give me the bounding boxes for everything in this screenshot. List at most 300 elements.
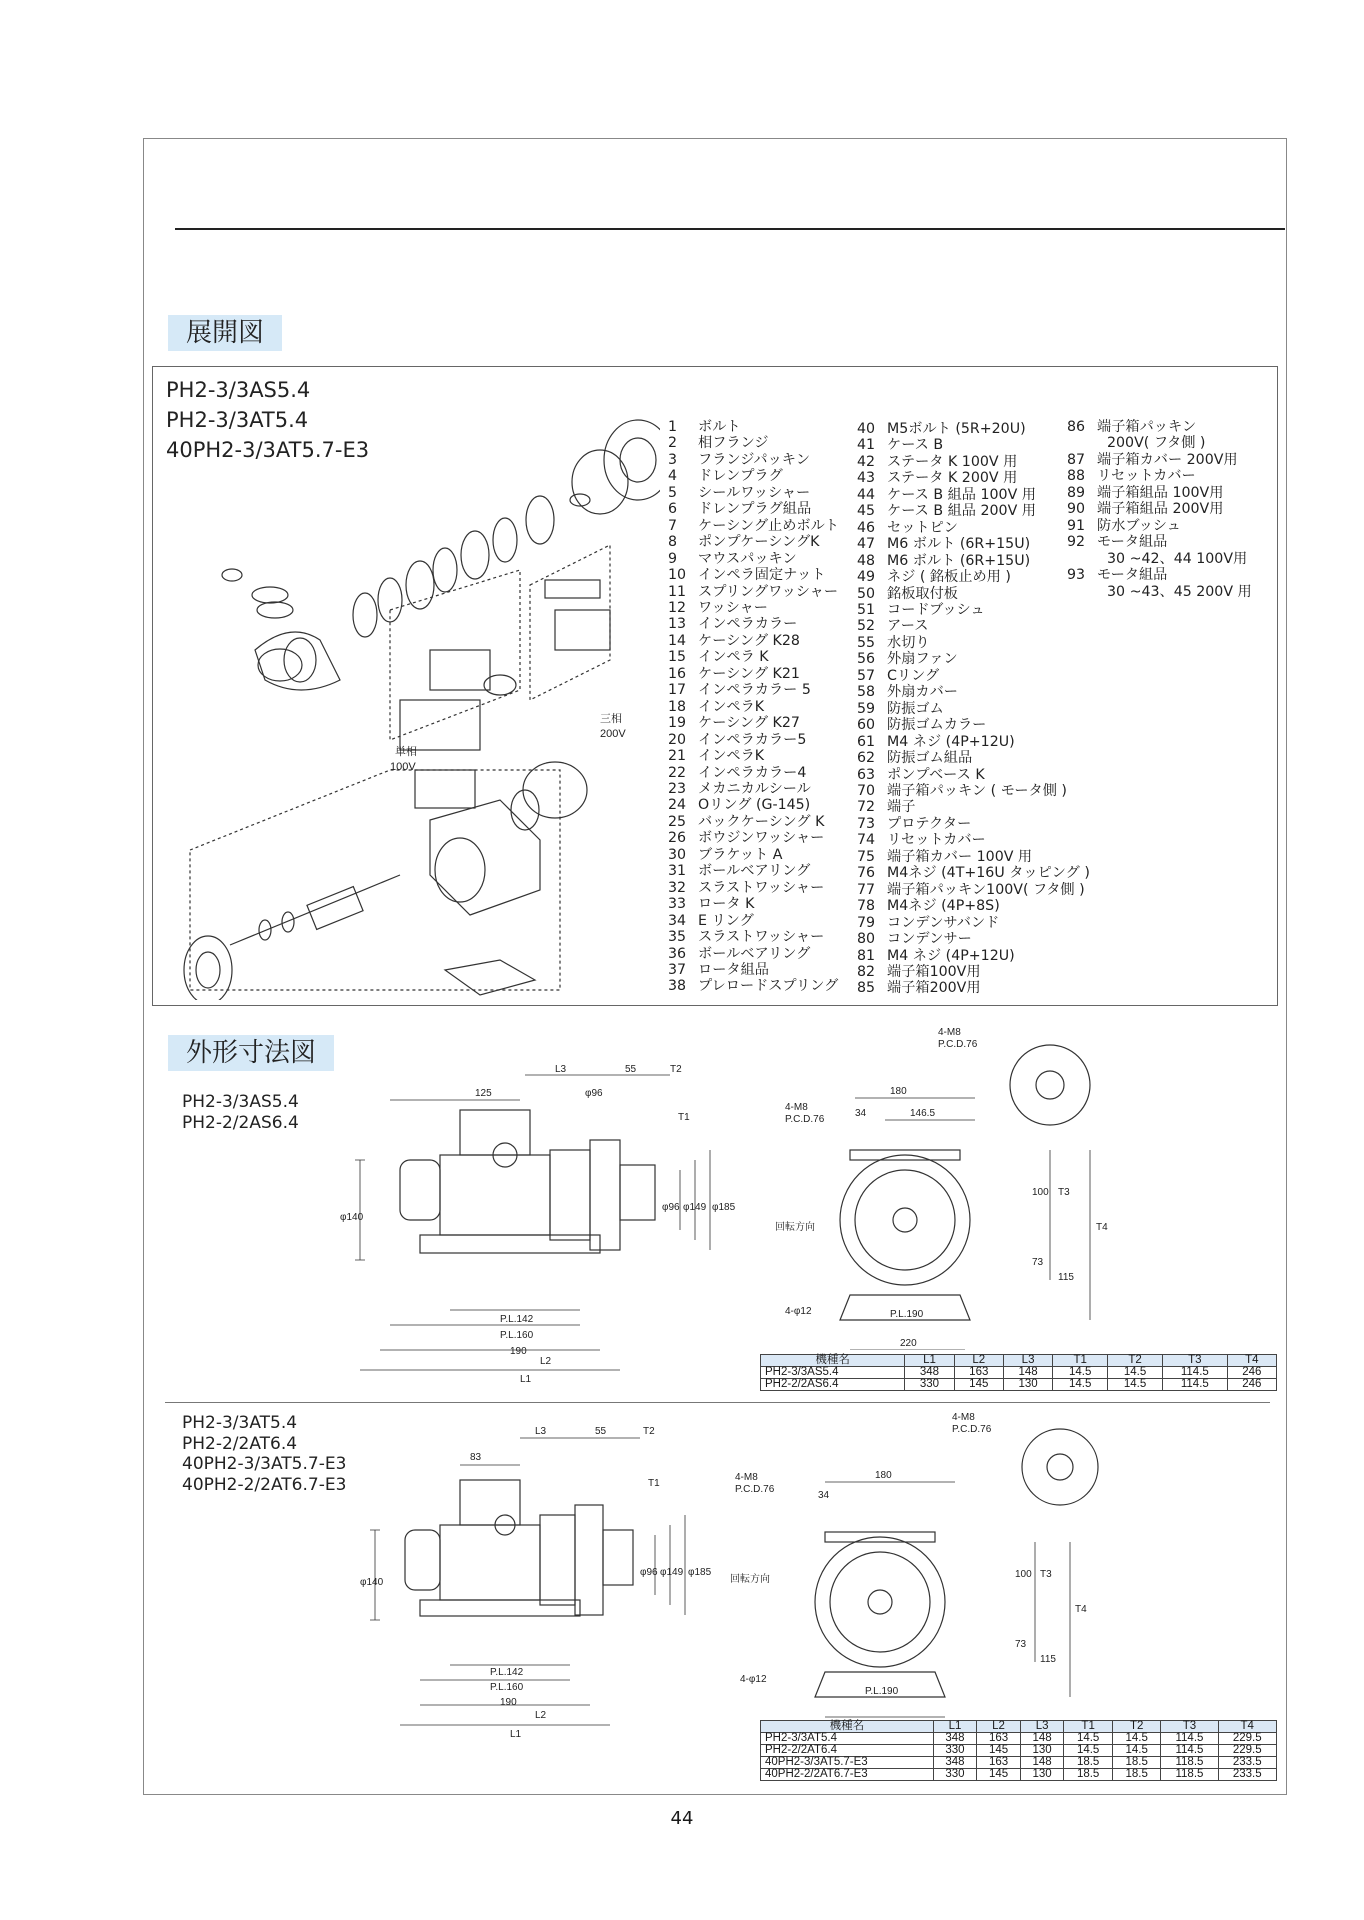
part-name: Oリング (G-145)	[698, 797, 811, 814]
dim-115: 115	[1040, 1654, 1056, 1665]
table-header-cell: T3	[1161, 1721, 1218, 1733]
parts-list-item	[857, 948, 1090, 964]
dim-t4: T4	[1075, 1604, 1087, 1615]
parts-list-item	[668, 715, 839, 731]
part-name: ケーシング K28	[698, 632, 800, 649]
parts-list-item	[857, 783, 1090, 799]
part-name: インペラカラー5	[698, 731, 807, 748]
table-cell: 246	[1227, 1367, 1276, 1379]
part-number: 47	[857, 536, 876, 553]
part-name: インペラK	[698, 748, 765, 765]
parts-list-item	[668, 666, 839, 682]
table-cell: 114.5	[1163, 1379, 1228, 1391]
part-number: 44	[857, 486, 876, 503]
dim-t1: T1	[678, 1112, 690, 1123]
part-name: コードブッシュ	[887, 601, 985, 618]
part-number: 40	[857, 421, 876, 437]
part-number: 17	[668, 682, 687, 699]
table-cell: PH2-3/3AT5.4	[761, 1733, 934, 1745]
parts-list-item	[857, 635, 1090, 651]
parts-list-item	[668, 600, 839, 616]
part-name: M5ボルト (5R+20U)	[887, 421, 1026, 437]
parts-list-item	[668, 830, 839, 846]
parts-list-item	[857, 980, 1090, 996]
parts-list-item	[668, 633, 839, 649]
part-name: ポンプベース K	[887, 766, 985, 783]
part-name: 端子箱カバー 100V 用	[887, 848, 1033, 865]
part-name: リセットカバー	[1097, 468, 1196, 485]
part-name: M4ネジ (4T+16U タッピング )	[887, 865, 1090, 882]
part-number: 51	[857, 601, 876, 618]
parts-list-item	[857, 470, 1090, 486]
part-name: 外扇ファン	[887, 651, 958, 668]
parts-list-item	[857, 602, 1090, 618]
parts-list-item	[668, 485, 839, 501]
table-cell: 14.5	[1112, 1733, 1161, 1745]
part-name: マウスパッキン	[698, 550, 797, 567]
part-number: 79	[857, 914, 876, 931]
part-number: 72	[857, 799, 876, 816]
part-name: 水切り	[887, 634, 930, 651]
part-name: ケース B	[887, 437, 944, 454]
header-rule	[175, 228, 1285, 230]
part-name: 端子箱100V用	[887, 963, 981, 980]
part-name: 相フランジ	[698, 435, 769, 452]
part-name: E リング	[698, 912, 754, 929]
dim-100: 100	[1032, 1187, 1049, 1198]
outline-model: PH2-3/3AS5.4	[182, 1092, 299, 1112]
dim-l1: L1	[520, 1374, 532, 1385]
spec-table-1	[760, 1354, 1277, 1391]
part-number: 10	[668, 567, 687, 584]
part-number: 19	[668, 715, 687, 732]
parts-list-item	[668, 435, 839, 451]
dim-m8b: 4-M8	[785, 1102, 808, 1113]
table-cell: 130	[1020, 1745, 1064, 1757]
table-cell: 348	[933, 1757, 977, 1769]
part-number: 2	[668, 435, 678, 452]
table-cell: 130	[1003, 1379, 1052, 1391]
part-name: ボールベアリング	[698, 863, 811, 880]
single-phase-label: 単相	[395, 746, 417, 758]
table-cell: 148	[1020, 1733, 1064, 1745]
part-name: 端子	[887, 799, 916, 816]
parts-list-item	[1067, 567, 1252, 583]
parts-list-item	[668, 584, 839, 600]
outline-dimensions-title: 外形寸法図	[168, 1035, 334, 1071]
table-cell: 14.5	[1108, 1379, 1163, 1391]
outline-side-view-2	[360, 1420, 730, 1740]
table-header-cell: T2	[1108, 1355, 1163, 1367]
part-name: ケース B 組品 100V 用	[887, 486, 1036, 503]
table-cell: 330	[905, 1379, 954, 1391]
part-name: スラストワッシャー	[698, 879, 825, 896]
part-name: フランジパッキン	[698, 451, 811, 468]
part-number: 20	[668, 731, 687, 748]
parts-list-item	[668, 847, 839, 863]
parts-list-item	[857, 437, 1090, 453]
outline-model: PH2-2/2AS6.4	[182, 1112, 299, 1133]
parts-list-item	[668, 567, 839, 583]
part-name: 端子箱パッキン	[1097, 419, 1197, 435]
dim-phi149: φ149	[660, 1567, 684, 1578]
part-number: 82	[857, 963, 876, 980]
part-number: 15	[668, 649, 687, 666]
part-number: 9	[668, 550, 678, 567]
part-number: 18	[668, 698, 687, 715]
parts-list-item	[668, 946, 839, 962]
parts-list-item	[668, 649, 839, 665]
dim-pl142: P.L.142	[500, 1314, 534, 1325]
exploded-model: 40PH2-3/3AT5.7-E3	[166, 438, 370, 462]
part-number: 85	[857, 980, 876, 997]
parts-list-item	[857, 701, 1090, 717]
table-cell: 114.5	[1161, 1733, 1218, 1745]
part-number: 59	[857, 700, 876, 717]
part-number: 63	[857, 766, 876, 783]
part-name: 防振ゴム組品	[887, 750, 973, 767]
parts-list-item	[668, 501, 839, 517]
part-number: 11	[668, 583, 687, 600]
table-cell: 40PH2-3/3AT5.7-E3	[761, 1757, 934, 1769]
part-name: ドレンプラグ	[698, 468, 783, 485]
dim-l3: L3	[535, 1426, 547, 1437]
exploded-model: PH2-3/3AT5.4	[166, 408, 309, 432]
exploded-model: PH2-3/3AS5.4	[166, 378, 311, 402]
table-row	[761, 1769, 1277, 1781]
part-number: 45	[857, 503, 876, 520]
table-cell: 18.5	[1112, 1757, 1161, 1769]
part-number: 76	[857, 865, 876, 882]
single-phase-voltage: 100V	[390, 761, 416, 773]
dim-115: 115	[1058, 1272, 1074, 1283]
spec-table-2	[760, 1720, 1277, 1781]
part-number: 12	[668, 599, 687, 616]
part-name: アース	[887, 618, 929, 635]
part-name: M4 ネジ (4P+12U)	[887, 733, 1015, 750]
dim-t2: T2	[643, 1426, 655, 1437]
part-name: インペラK	[698, 698, 765, 715]
parts-list-col1	[668, 419, 839, 995]
part-name: ポンプケーシングK	[698, 534, 820, 551]
parts-list-item	[857, 569, 1090, 585]
dim-190: 190	[500, 1697, 517, 1708]
part-name: 防水ブッシュ	[1097, 517, 1181, 534]
dim-pcd: P.C.D.76	[952, 1424, 992, 1435]
parts-list-item	[668, 797, 839, 813]
dim-phi185: φ185	[688, 1567, 712, 1578]
parts-list-item	[1067, 501, 1252, 517]
part-number: 61	[857, 733, 876, 750]
dim-73: 73	[1015, 1639, 1027, 1650]
dim-t2: T2	[670, 1064, 682, 1075]
part-number: 70	[857, 782, 876, 799]
parts-list-item	[857, 882, 1090, 898]
table-header-cell: L3	[1020, 1721, 1064, 1733]
exploded-view-title: 展開図	[168, 315, 282, 351]
table-cell: 145	[954, 1379, 1003, 1391]
dim-l3: L3	[555, 1064, 567, 1075]
table-cell: PH2-2/2AS6.4	[761, 1379, 905, 1391]
part-number: 77	[857, 881, 876, 898]
table-header-cell: T3	[1163, 1355, 1228, 1367]
parts-list-item	[857, 618, 1090, 634]
part-number: 21	[668, 748, 687, 765]
part-number: 43	[857, 470, 876, 487]
part-name: Cリング	[887, 667, 940, 684]
table-cell: PH2-2/2AT6.4	[761, 1745, 934, 1757]
parts-list-item	[1067, 518, 1252, 534]
part-number: 13	[668, 616, 687, 633]
part-name: ロータ K	[698, 896, 755, 913]
table-cell: 148	[1003, 1367, 1052, 1379]
parts-list-item	[857, 651, 1090, 667]
part-number: 4	[668, 468, 678, 485]
rotation-direction-label: 回転方向	[775, 1222, 815, 1233]
table-header-cell: 機種名	[761, 1721, 934, 1733]
part-name: プロテクター	[887, 815, 972, 832]
table-cell: 145	[977, 1745, 1021, 1757]
table-cell: 348	[933, 1733, 977, 1745]
table-cell: 246	[1227, 1379, 1276, 1391]
part-name: ドレンプラグ組品	[698, 501, 812, 518]
part-name: 銘板取付板	[887, 585, 958, 602]
parts-list-item	[668, 962, 839, 978]
part-number: 87	[1067, 451, 1086, 468]
part-number: 31	[668, 863, 687, 880]
parts-list-item	[857, 668, 1090, 684]
table-row	[761, 1733, 1277, 1745]
parts-list-item	[857, 717, 1090, 733]
part-number: 81	[857, 947, 876, 964]
part-number: 60	[857, 717, 876, 734]
part-name: メカニカルシール	[698, 780, 811, 797]
outline-divider	[165, 1402, 1270, 1403]
part-number: 55	[857, 634, 876, 651]
table-header-cell: T1	[1053, 1355, 1108, 1367]
dim-phi96: φ96	[585, 1088, 603, 1099]
parts-list-item	[668, 468, 839, 484]
part-number: 73	[857, 815, 876, 832]
dim-l1: L1	[510, 1729, 522, 1740]
outline-side-view-1	[340, 1060, 760, 1390]
part-number: 86	[1067, 419, 1086, 435]
dim-55: 55	[595, 1426, 607, 1437]
parts-list-item	[668, 732, 839, 748]
table-header-cell: T2	[1112, 1721, 1161, 1733]
part-number: 38	[668, 978, 687, 995]
parts-list-item	[857, 586, 1090, 602]
three-phase-label: 三相	[600, 713, 622, 725]
table-cell: 163	[954, 1367, 1003, 1379]
parts-list-item	[857, 931, 1090, 947]
part-number: 90	[1067, 501, 1086, 518]
parts-list-item	[857, 734, 1090, 750]
dim-180: 180	[890, 1086, 907, 1097]
part-name: バックケーシング K	[698, 813, 825, 830]
dim-l2: L2	[535, 1710, 547, 1721]
table-cell: 14.5	[1053, 1379, 1108, 1391]
dim-pl160: P.L.160	[490, 1682, 524, 1693]
table-cell: 18.5	[1112, 1769, 1161, 1781]
part-number: 33	[668, 896, 687, 913]
parts-list-item	[1067, 534, 1252, 550]
outline-group1-models	[182, 1092, 299, 1133]
dim-t4: T4	[1096, 1222, 1108, 1233]
part-name: M4 ネジ (4P+12U)	[887, 947, 1015, 964]
table-cell: 40PH2-2/2AT6.7-E3	[761, 1769, 934, 1781]
table-cell: 14.5	[1064, 1745, 1113, 1757]
part-number: 8	[668, 534, 678, 551]
parts-list-item	[857, 421, 1090, 437]
part-name: シールワッシャー	[698, 484, 811, 501]
dim-t1: T1	[648, 1478, 660, 1489]
table-cell: 348	[905, 1367, 954, 1379]
part-name: リセットカバー	[887, 832, 986, 849]
parts-list-item	[668, 978, 839, 994]
outline-model: 40PH2-3/3AT5.7-E3	[182, 1454, 347, 1474]
part-number: 57	[857, 667, 876, 684]
parts-list-item	[1067, 419, 1252, 435]
parts-list-item	[668, 616, 839, 632]
part-number: 42	[857, 453, 876, 470]
parts-list-item	[1067, 485, 1252, 501]
part-number: 22	[668, 764, 687, 781]
part-number: 30	[668, 846, 687, 863]
table-cell: 118.5	[1161, 1757, 1218, 1769]
parts-list-item	[857, 536, 1090, 552]
dim-m8b: 4-M8	[735, 1472, 758, 1483]
part-name: M4ネジ (4P+8S)	[887, 898, 1000, 915]
dim-pl142: P.L.142	[490, 1667, 524, 1678]
dim-pl160: P.L.160	[500, 1330, 534, 1341]
parts-list-item	[668, 452, 839, 468]
table-cell: 330	[933, 1745, 977, 1757]
parts-list-item	[857, 799, 1090, 815]
part-number: 58	[857, 684, 876, 701]
part-number: 1	[668, 419, 678, 435]
dim-phi149: φ149	[683, 1202, 707, 1213]
dim-phi96b: φ96	[662, 1202, 680, 1213]
table-cell: 114.5	[1163, 1367, 1228, 1379]
parts-list-item	[857, 520, 1090, 536]
outline-group2-models	[182, 1413, 346, 1495]
part-number: 80	[857, 931, 876, 948]
part-name: インペラカラー4	[698, 764, 807, 781]
part-number: 52	[857, 618, 876, 635]
parts-list-item	[1067, 468, 1252, 484]
part-number: 5	[668, 484, 678, 501]
part-name: 端子箱組品 200V用	[1097, 501, 1224, 518]
part-name: ステータ K 200V 用	[887, 470, 1018, 487]
parts-list-item	[668, 534, 839, 550]
table-cell: 229.5	[1218, 1733, 1277, 1745]
parts-list-item	[668, 419, 839, 435]
parts-list-col3	[1067, 419, 1252, 600]
part-number: 46	[857, 519, 876, 536]
part-name: ボウジンワッシャー	[698, 830, 825, 847]
part-name: インペラ固定ナット	[698, 567, 826, 584]
part-name: コンデンサー	[887, 931, 972, 948]
part-number: 89	[1067, 484, 1086, 501]
table-row	[761, 1367, 1277, 1379]
part-name: インペラカラー 5	[698, 682, 811, 699]
dim-73: 73	[1032, 1257, 1044, 1268]
dim-pcdb: P.C.D.76	[785, 1114, 825, 1125]
part-name: 端子箱パッキン ( モータ側 )	[887, 782, 1067, 799]
part-number: 16	[668, 665, 687, 682]
dim-phi96: φ96	[640, 1567, 658, 1578]
parts-list-item	[668, 682, 839, 698]
exploded-drawing	[160, 370, 660, 1000]
part-number: 25	[668, 813, 687, 830]
dim-l2: L2	[540, 1356, 552, 1367]
part-number: 88	[1067, 468, 1086, 485]
part-name: 外扇カバー	[887, 684, 958, 701]
part-name: コンデンサバンド	[887, 914, 1000, 931]
part-name: ステータ K 100V 用	[887, 453, 1018, 470]
outline-front-view-1	[770, 1020, 1280, 1350]
parts-list-item	[668, 748, 839, 764]
parts-list-item	[857, 454, 1090, 470]
table-cell: 18.5	[1064, 1757, 1113, 1769]
dim-pcd: P.C.D.76	[938, 1039, 978, 1050]
part-number: 23	[668, 780, 687, 797]
parts-list-item	[857, 816, 1090, 832]
part-number: 14	[668, 632, 687, 649]
part-number: 7	[668, 517, 678, 534]
table-header-cell: L2	[954, 1355, 1003, 1367]
table-row	[761, 1757, 1277, 1769]
table-cell: 233.5	[1218, 1769, 1277, 1781]
parts-list-item	[857, 750, 1090, 766]
table-header-cell: T1	[1064, 1721, 1113, 1733]
parts-list-item	[668, 551, 839, 567]
part-number: 92	[1067, 534, 1086, 551]
dim-phi185: φ185	[712, 1202, 736, 1213]
outline-front-view-2	[730, 1412, 1280, 1732]
parts-list-item	[857, 503, 1090, 519]
part-number: 62	[857, 750, 876, 767]
page-number: 44	[670, 1808, 694, 1829]
part-number: 93	[1067, 567, 1086, 584]
part-name: プレロードスプリング	[698, 978, 839, 995]
dim-125: 125	[475, 1088, 492, 1099]
dim-146-5: 146.5	[910, 1108, 936, 1119]
dim-phi140: φ140	[360, 1577, 384, 1588]
table-header-cell: L2	[977, 1721, 1021, 1733]
part-name: スプリングワッシャー	[698, 583, 839, 600]
part-number: 34	[668, 912, 687, 929]
table-cell: 14.5	[1112, 1745, 1161, 1757]
part-number: 41	[857, 437, 876, 454]
rotation-direction-label: 回転方向	[730, 1574, 770, 1585]
table-header-cell: L1	[905, 1355, 954, 1367]
parts-list-item	[668, 781, 839, 797]
parts-list-item	[668, 896, 839, 912]
table-cell: 148	[1020, 1757, 1064, 1769]
table-header-cell: L3	[1003, 1355, 1052, 1367]
dim-t3: T3	[1058, 1187, 1070, 1198]
part-number: 56	[857, 651, 876, 668]
table-cell: 163	[977, 1733, 1021, 1745]
dim-m8: 4-M8	[952, 1412, 975, 1423]
outline-model: PH2-2/2AT6.4	[182, 1433, 298, 1454]
dim-34: 34	[855, 1108, 867, 1119]
part-name: ボールベアリング	[698, 945, 811, 962]
part-number: 6	[668, 501, 678, 518]
part-name: ケーシング K27	[698, 715, 800, 732]
